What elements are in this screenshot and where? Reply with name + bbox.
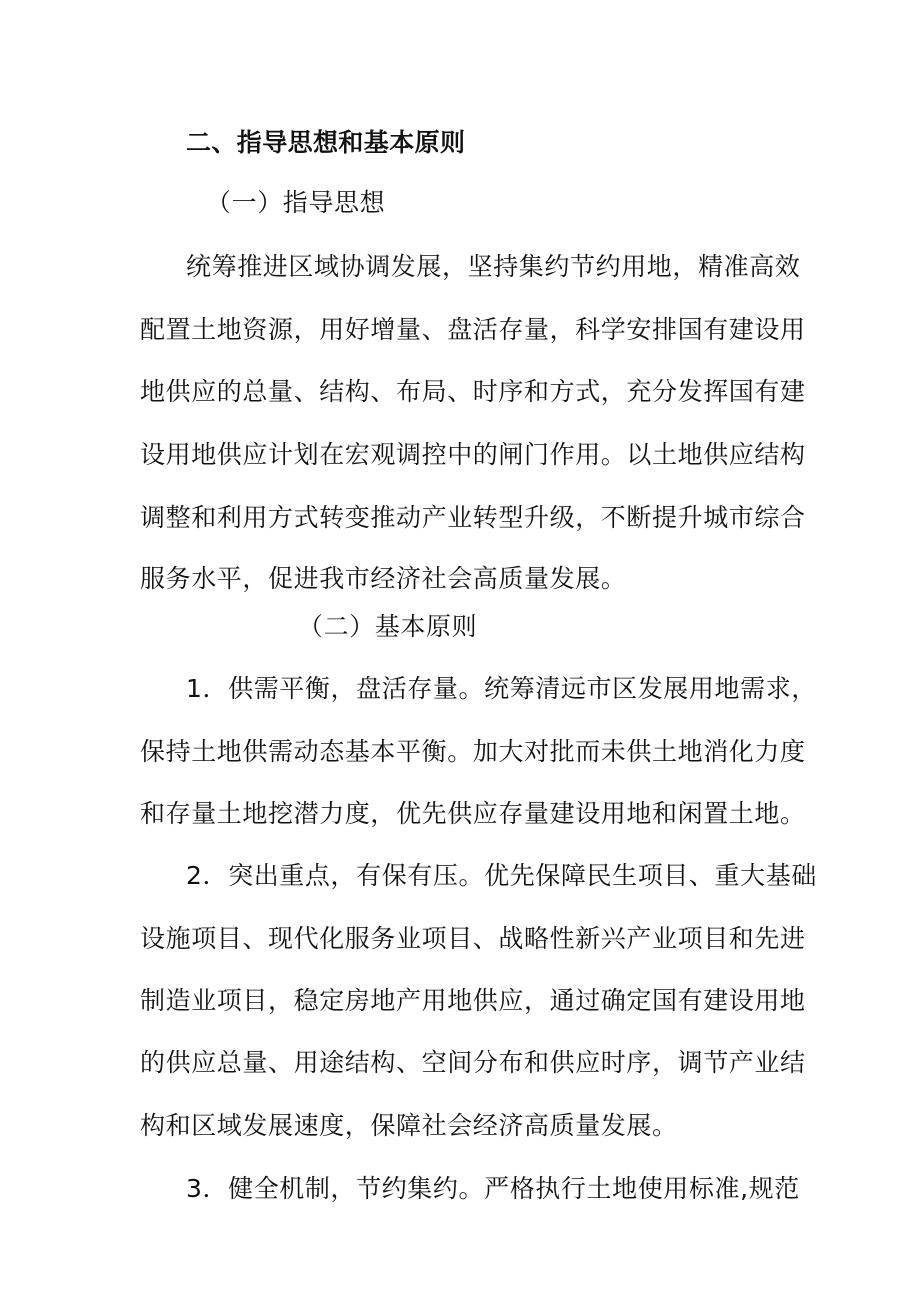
paragraph-line: 2．突出重点，有保有压。优先保障民生项目、重大基础 bbox=[186, 861, 817, 890]
paragraph-line: 和存量土地挖潜力度，优先供应存量建设用地和闲置土地。 bbox=[140, 799, 806, 828]
paragraph-line: 的供应总量、用途结构、空间分布和供应时序，调节产业结 bbox=[140, 1048, 806, 1077]
paragraph-line: 服务水平，促进我市经济社会高质量发展。 bbox=[140, 564, 627, 593]
paragraph-line: 配置土地资源，用好增量、盘活存量，科学安排国有建设用 bbox=[140, 315, 806, 344]
paragraph-line: 保持土地供需动态基本平衡。加大对批而未供土地消化力度 bbox=[140, 737, 806, 766]
section-heading: 二、指导思想和基本原则 bbox=[186, 128, 466, 157]
paragraph-line: 制造业项目，稳定房地产用地供应，通过确定国有建设用地 bbox=[140, 986, 806, 1015]
paragraph-line: 统筹推进区域协调发展，坚持集约节约用地，精准高效 bbox=[186, 252, 801, 281]
paragraph-line: 地供应的总量、结构、布局、时序和方式，充分发挥国有建 bbox=[140, 377, 806, 406]
paragraph-line: 调整和利用方式转变推动产业转型升级，不断提升城市综合 bbox=[140, 503, 806, 532]
paragraph-line: 设施项目、现代化服务业项目、战略性新兴产业项目和先进 bbox=[140, 924, 806, 953]
paragraph-line: 设用地供应计划在宏观调控中的闸门作用。以土地供应结构 bbox=[140, 440, 806, 469]
paragraph-line: 3．健全机制，节约集约。严格执行土地使用标准,规范 bbox=[186, 1174, 800, 1203]
sub-heading-guiding-thought: （一）指导思想 bbox=[206, 188, 386, 217]
paragraph-line: 构和区域发展速度，保障社会经济高质量发展。 bbox=[140, 1111, 678, 1140]
sub-heading-basic-principles: （二）基本原则 bbox=[298, 612, 478, 641]
paragraph-line: 1．供需平衡，盘活存量。统筹清远市区发展用地需求， bbox=[186, 674, 817, 703]
